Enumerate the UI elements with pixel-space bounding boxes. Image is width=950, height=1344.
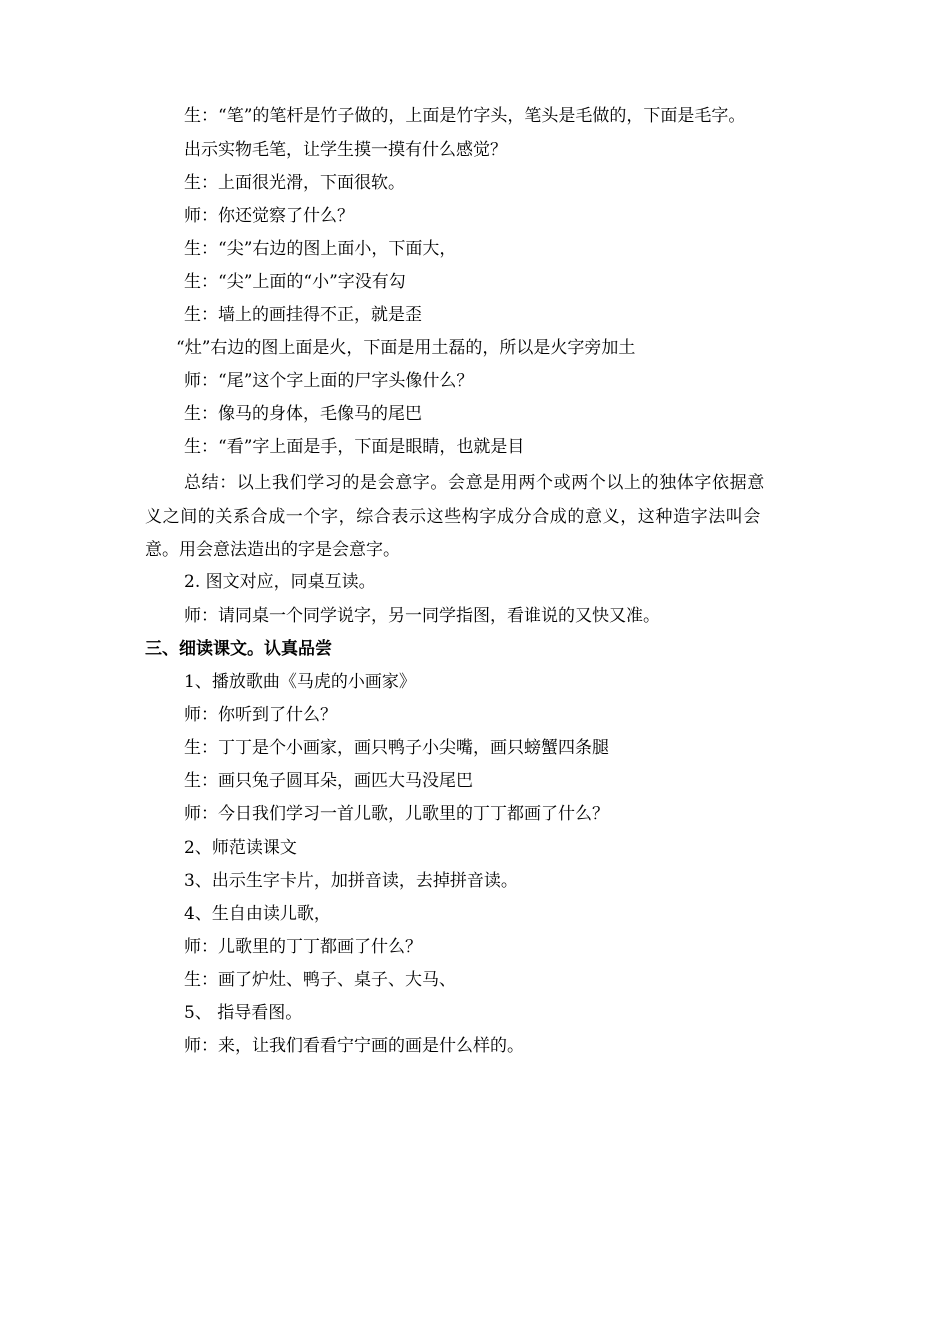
text-line: 1、播放歌曲《马虎的小画家》: [184, 672, 416, 692]
text-line: 3、出示生字卡片，加拼音读，去掉拼音读。: [184, 871, 518, 891]
text-line: 师：你还觉察了什么？: [184, 206, 354, 226]
section-heading: 三、细读课文。认真品尝: [145, 639, 332, 659]
summary-line: 义之间的关系合成一个字，综合表示这些构字成分合成的意义，这种造字法叫会: [145, 507, 761, 527]
text-line: 生：上面很光滑，下面很软。: [184, 173, 405, 193]
text-line: 出示实物毛笔，让学生摸一摸有什么感觉？: [184, 140, 507, 160]
text-line: “灶”右边的图上面是火，下面是用土磊的，所以是火字旁加土: [176, 338, 636, 358]
text-line: 师：“尾”这个字上面的尸字头像什么？: [184, 371, 474, 391]
text-line: 师：儿歌里的丁丁都画了什么？: [184, 937, 422, 957]
text-line: 生：“笔”的笔杆是竹子做的，上面是竹字头，笔头是毛做的，下面是毛字。: [184, 106, 746, 126]
text-line: 生：墙上的画挂得不正，就是歪: [184, 305, 422, 325]
summary-line: 总结：以上我们学习的是会意字。会意是用两个或两个以上的独体字依据意: [184, 473, 765, 493]
text-line: 4、生自由读儿歌，: [184, 904, 331, 924]
text-line: 生：像马的身体，毛像马的尾巴: [184, 404, 422, 424]
text-line: 师：来，让我们看看宁宁画的画是什么样的。: [184, 1036, 524, 1056]
text-line: 生：“看”字上面是手，下面是眼睛，也就是目: [184, 437, 525, 457]
text-line: 2. 图文对应，同桌互读。: [184, 572, 376, 592]
text-line: 生：画了炉灶、鸭子、桌子、大马、: [184, 970, 456, 990]
text-line: 生：“尖”右边的图上面小，下面大，: [184, 239, 457, 259]
text-line: 2、师范读课文: [184, 838, 297, 858]
text-line: 生：画只兔子圆耳朵，画匹大马没尾巴: [184, 771, 473, 791]
summary-line: 意。用会意法造出的字是会意字。: [145, 540, 400, 560]
text-line: 5、 指导看图。: [184, 1003, 303, 1023]
text-line: 师：你听到了什么？: [184, 705, 337, 725]
text-line: 生：“尖”上面的“小”字没有勾: [184, 272, 406, 292]
text-line: 师：请同桌一个同学说字，另一同学指图，看谁说的又快又准。: [184, 606, 660, 626]
text-line: 生：丁丁是个小画家，画只鸭子小尖嘴，画只螃蟹四条腿: [184, 738, 609, 758]
text-line: 师：今日我们学习一首儿歌，儿歌里的丁丁都画了什么？: [184, 804, 609, 824]
